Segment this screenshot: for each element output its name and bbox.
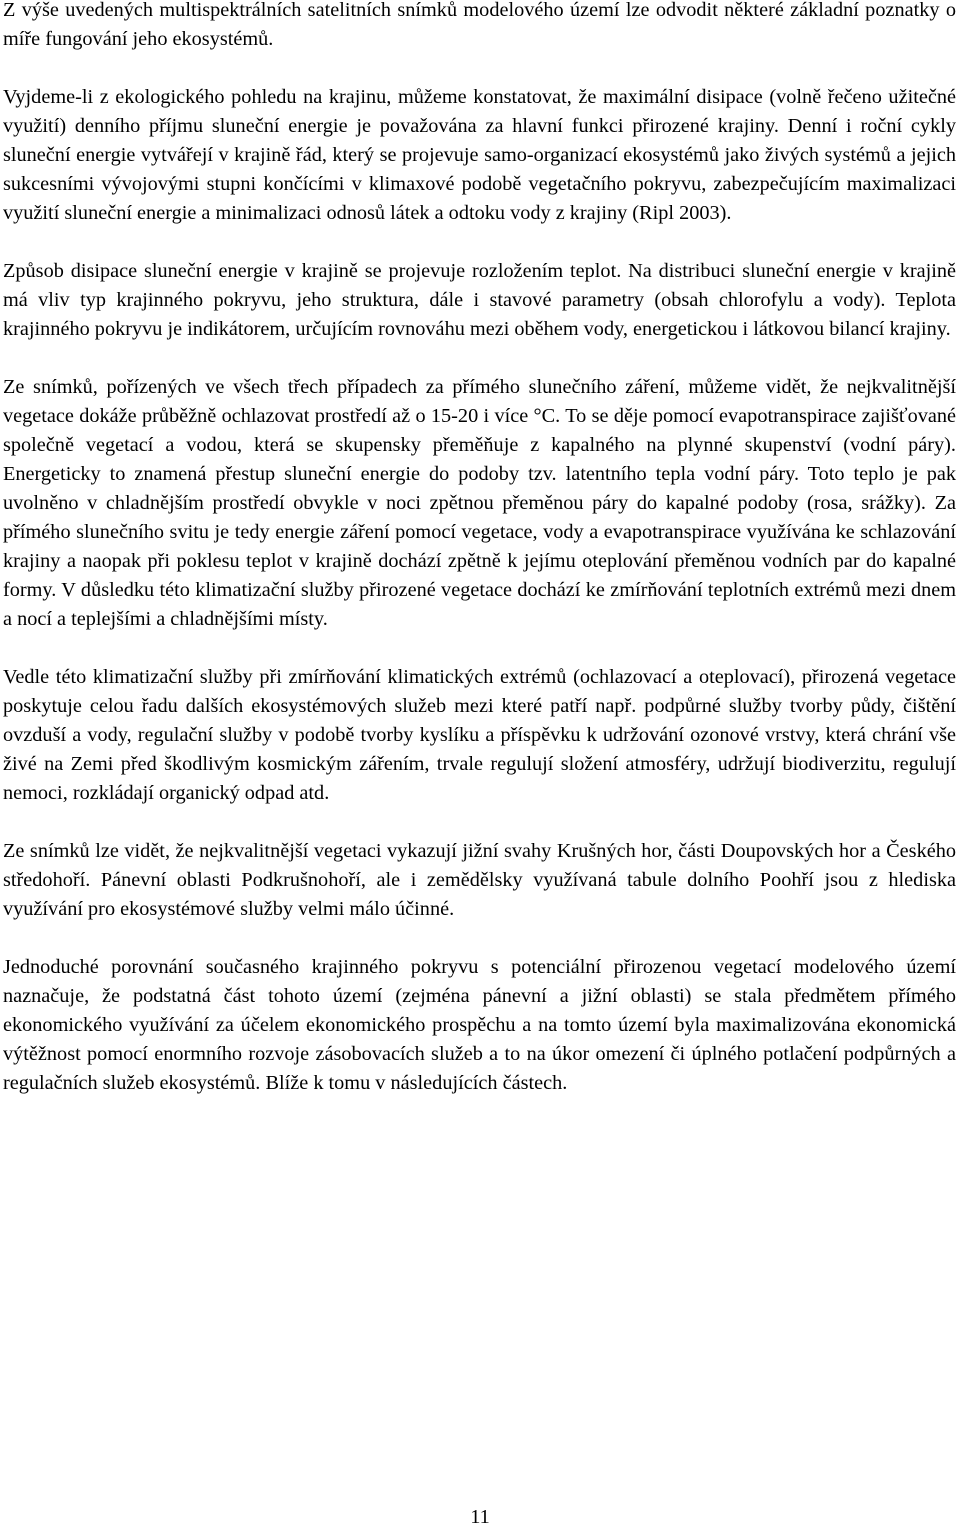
- paragraph-ecosystem-services: Vedle této klimatizační služby při zmírňování klimatických extrémů (ochlazovací a oteplovací), přirozená vegetace poskytuje celou řadu dalších ekosystémových služeb mezi které patří např. podpůrné služby tvorby půdy, čištění ovzduší a vody, regulační služby v podobě tvorby kyslíku a příspěvku k udržování ozonové vrstvy, která chrání vše živé na Zemi před škodlivým kosmickým zářením, trvale regulují složení atmosféry, udržují biodiverzitu, regulují nemoci, rozkládají organický odpad atd.: [3, 666, 956, 804]
- paragraph-land-cover-comparison: Jednoduché porovnání současného krajinného pokryvu s potenciální přirozenou vegetací modelového území naznačuje, že podstatná část tohoto území (zejména pánevní a jižní oblasti) se stala předmětem přímého ekonomického využívání za účelem ekonomického prospěchu a na tomto území byla maximalizována ekonomická výtěžnost pomocí enormního rozvoje zásobovacích služeb a to na úkor omezení či úplného potlačení podpůrných a regulačních služeb ekosystémů. Blíže k tomu v následujících částech.: [3, 956, 956, 1094]
- document-page: [3, 0, 956, 1098]
- page-number: 11: [470, 1506, 490, 1528]
- paragraph-regional-vegetation: Ze snímků lze vidět, že nejkvalitnější vegetaci vykazují jižní svahy Krušných hor, části Doupovských hor a Českého středohoří. Pánevní oblasti Podkrušnohoří, ale i zemědělsky využívaná tabule dolního Poohří jsou z hlediska využívání pro ekosystémové služby velmi málo účinné.: [3, 840, 956, 920]
- paragraph-vegetation-cooling: Ze snímků, pořízených ve všech třech případech za přímého slunečního záření, můžeme vidět, že nejkvalitnější vegetace dokáže průběžně ochlazovat prostředí až o 15-20 i více °C. To se děje pomocí evapotranspirace zajišťované společně vegetací a vodou, která se skupensky přeměňuje z kapalného na plynné skupenství (vodní páry). Energeticky to znamená přestup sluneční energie do podoby tzv. latentního tepla vodní páry. Toto teplo je pak uvolněno v chladnějším prostředí obvykle v noci zpětnou přeměnou páry do kapalné podoby (rosa, srážky). Za přímého slunečního svitu je tedy energie záření pomocí vegetace, vody a evapotranspirace využívána ke schlazování krajiny a naopak při poklesu teplot v krajině dochází zpětně k jejímu oteplování přeměnou vodních par do kapalné formy. V důsledku této klimatizační služby přirozené vegetace dochází ke zmírňování teplotních extrémů mezi dnem a nocí a teplejšími a chladnějšími místy.: [3, 376, 956, 630]
- paragraph-energy-dissipation: Způsob disipace sluneční energie v krajině se projevuje rozložením teplot. Na distribuci sluneční energie v krajině má vliv typ krajinného pokryvu, jeho struktura, dále i stavové parametry (obsah chlorofylu a vody). Teplota krajinného pokryvu je indikátorem, určujícím rovnováhu mezi oběhem vody, energetickou i látkovou bilancí krajiny.: [3, 260, 956, 340]
- paragraph-intro: Z výše uvedených multispektrálních satelitních snímků modelového území lze odvodit některé základní poznatky o míře fungování jeho ekosystémů.: [3, 0, 956, 50]
- paragraph-ecological-view: Vyjdeme-li z ekologického pohledu na krajinu, můžeme konstatovat, že maximální disipace (volně řečeno užitečné využití) denního příjmu sluneční energie je považována za hlavní funkci přirozené krajiny. Denní i roční cykly sluneční energie vytvářejí v krajině řád, který se projevuje samo-organizací ekosystémů jako živých systémů a jejich sukcesními vývojovými stupni končícími v klimaxové podobě vegetačního pokryvu, zabezpečujícím maximalizaci využití sluneční energie a minimalizaci odnosů látek a odtoku vody z krajiny (Ripl 2003).: [3, 86, 956, 224]
